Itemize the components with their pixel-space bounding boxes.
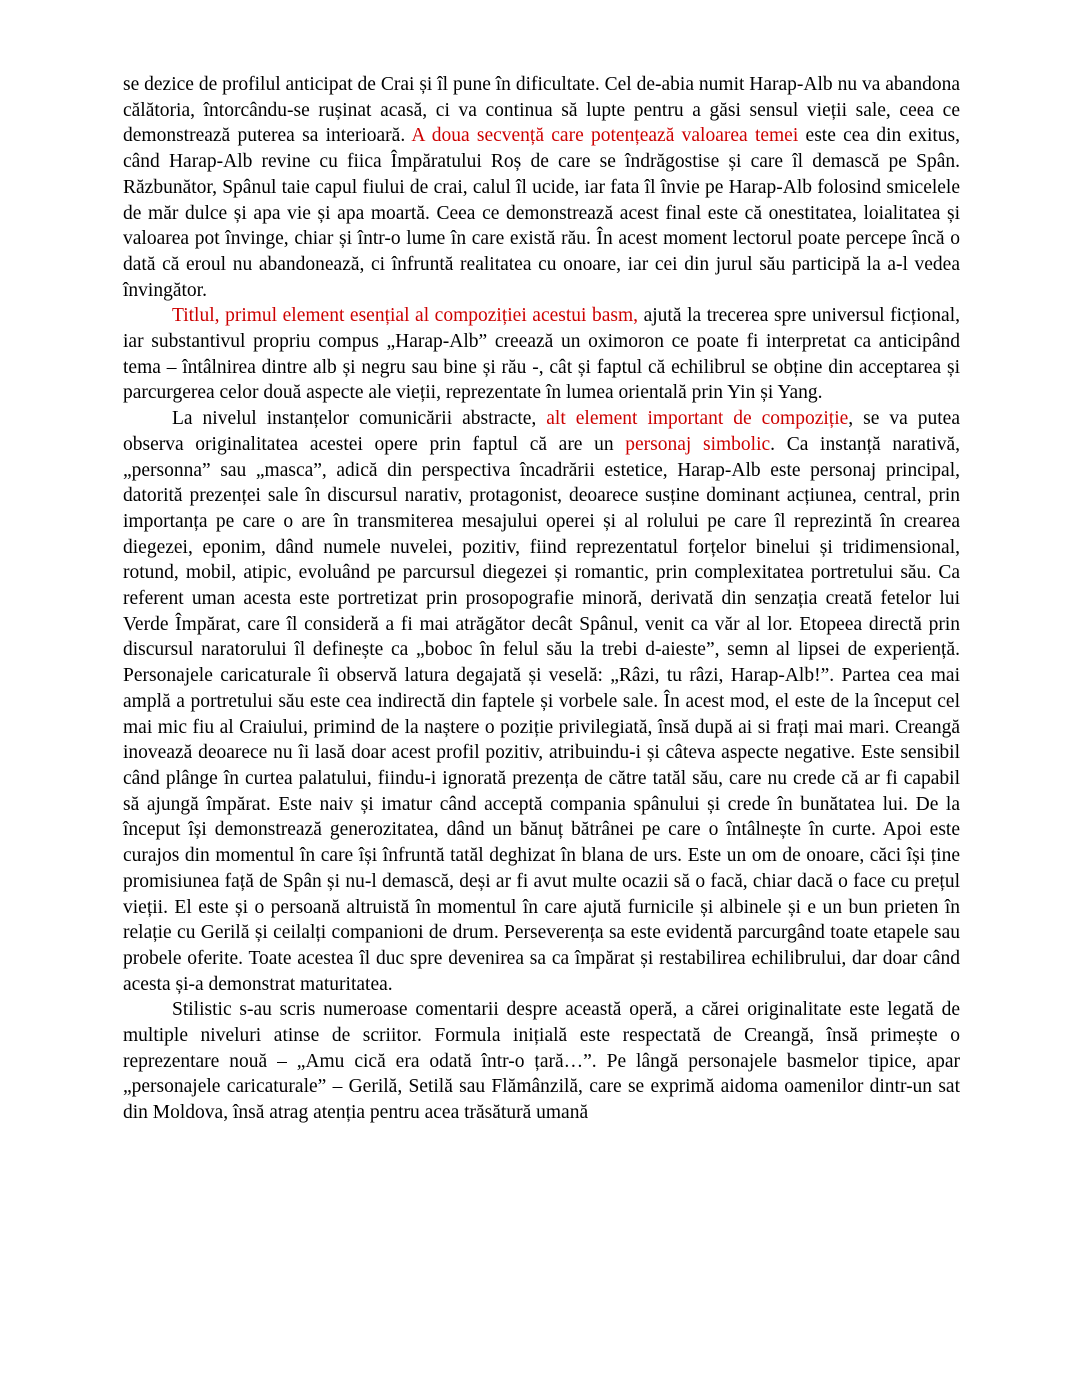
highlighted-text-run: alt element important de compoziție <box>546 408 849 430</box>
paragraph <box>123 997 960 1126</box>
highlighted-text-run: personaj simbolic <box>625 433 771 455</box>
paragraph <box>123 303 960 406</box>
document-body <box>123 72 960 1126</box>
text-run: . Ca instanță narativă, „personna” sau „masca”, adică din perspectiva încadrării estetice, Harap-Alb este personaj principal, datorită prezenței sale în discursul narativ, protagonist, deoarece susține dominant acțiunea, central, prin importanța pe care o are în transmiterea mesajului operei și al rolului pe care îl reprezintă în crearea diegezei, eponim, dând numele nuvelei, pozitiv, fiind reprezentatul forțelor binelui și tridimensional, rotund, mobil, atipic, evoluând pe parcursul diegezei și romantic, prin complexitatea portretului său. Ca referent uman acesta este portretizat prin prosopografie minoră, derivată din senzația creată fetelor lui Verde Împărat, care îl consideră a fi mai atrăgător decât Spânul, venit ca văr al lor. Etopeea directă prin discursul naratorului îl definește ca „boboc în felul său la trebi d-aieste”, semn al lipsei de experiență. Personajele caricaturale îi observă latura degajată și veselă: „Râzi, tu râzi, Harap-Alb!”. Partea cea mai amplă a portretului său este cea indirectă din faptele și vorbele sale. În acest mod, el este de la început cel mai mic fiu al Craiului, primind de la naștere o poziție privilegiată, însă după ai si frați mai mari. Creangă inovează deoarece nu îi lasă doar acest profil pozitiv, atribuindu-i și câteva aspecte negative. Este sensibil când plânge în curtea palatului, fiindu-i ignorată prezența de către tatăl său, care nu crede că ar fi capabil să ajungă împărat. Este naiv și imatur când acceptă compania spânului și crede în bunătatea lui. De la început își demonstrează generozitatea, dând un bănuț bătrânei pe care o întâlnește în curte. Apoi este curajos din momentul în care își înfruntă tatăl deghizat în blana de urs. Este un om de onoare, căci își ține promisiunea față de Spân și nu-l demască, deși ar fi avut multe ocazii să o facă, chiar dacă o face cu prețul vieții. El este și o persoană altruistă în momentul în care ajută furnicile și albinele și e un bun prieten în relație cu Gerilă și ceilalți companioni de drum. Perseverența sa este evidentă parcurgând toate etapele sau probele oferite. Toate acestea îl duc spre devenirea sa ca împărat și restabilirea echilibrului, dar doar când acesta și-a demonstrat maturitatea. <box>123 433 960 995</box>
text-run: Stilistic s-au scris numeroase comentarii despre această operă, a cărei originalitate este legată de multiple niveluri atinse de scriitor. Formula inițială este respectată de Creangă, însă primește o reprezentare nouă – „Amu cică era odată într-o țară…”. Pe lângă personajele basmelor tipice, apar „personajele caricaturale” – Gerilă, Setilă sau Flămânzilă, care se exprimă aidoma oamenilor dintr-un sat din Moldova, însă atrag atenția pentru acea trăsătură umană <box>123 999 960 1124</box>
text-run: , se va putea observa originalitatea acestei opere prin faptul că are un <box>123 408 960 455</box>
paragraph <box>123 72 960 303</box>
text-run: La nivelul instanțelor comunicării abstracte, <box>172 408 547 430</box>
highlighted-text-run: A doua secvență care potențează valoarea temei <box>411 125 799 147</box>
text-run: este cea din exitus, când Harap-Alb revine cu fiica Împăratului Roș de care se îndrăgostise și care îl demască pe Spân. Răzbunător, Spânul taie capul fiului de crai, calul îl ucide, iar fata îl învie pe Harap-Alb folosind smicelele de măr dulce și apa vie și apa moartă. Ceea ce demonstrează acest final este că onestitatea, loialitatea și valoarea pot învinge, chiar și într-o lume în care există rău. În acest moment lectorul poate percepe încă o dată că eroul nu abandonează, ci înfruntă realitatea cu onoare, iar cei din jurul său participă la a-l vedea învingător. <box>123 125 961 301</box>
text-run: ajută la trecerea spre universul ficțional, iar substantivul propriu compus „Harap-Alb” creează un oximoron ce poate fi interpretat ca anticipând tema – întâlnirea dintre alb și negru sau bine și rău -, cât și faptul că echilibrul se obține din acceptarea și parcurgerea celor două aspecte ale vieții, reprezentate în lumea orientală prin Yin și Yang. <box>123 305 960 404</box>
text-run: se dezice de profilul anticipat de Crai și îl pune în dificultate. Cel de-abia numit Harap-Alb nu va abandona călătoria, întorcându-se rușinat acasă, ci va continua să lupte pentru a găsi sensul vieții sale, ceea ce demonstrează puterea sa interioară. <box>123 74 960 147</box>
paragraph <box>123 406 960 997</box>
highlighted-text-run: Titlul, primul element esențial al compoziției acestui basm, <box>172 305 639 327</box>
